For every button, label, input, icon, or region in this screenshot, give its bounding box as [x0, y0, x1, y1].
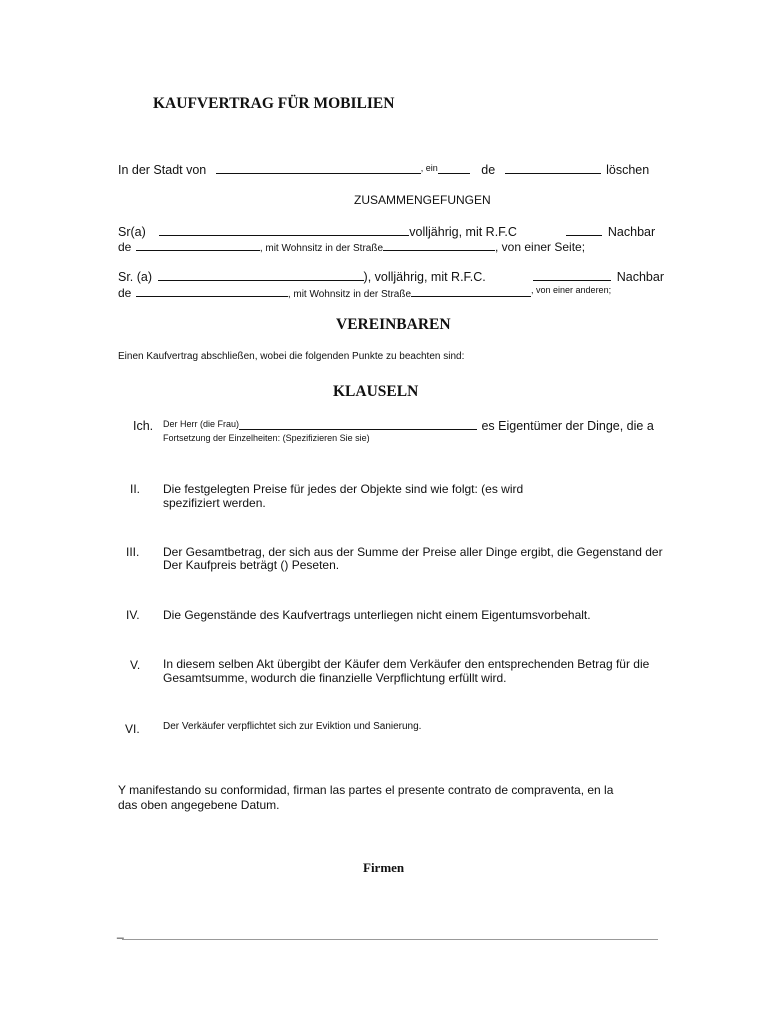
party1-name-blank [159, 224, 409, 236]
party2-residence: , mit Wohnsitz in der Straße [287, 289, 412, 300]
party1-rfc-blank [566, 224, 602, 236]
clauses-heading: KLAUSELN [333, 383, 419, 400]
party1-city-blank [136, 239, 260, 251]
clause2-number: II. [130, 482, 141, 496]
party1-residence: , mit Wohnsitz in der Straße [259, 243, 384, 254]
clause1-text: es Eigentümer der Dinge, die a [481, 419, 654, 433]
clause2-line1: Die festgelegten Preise für jedes der Objekte sind wie folgt: (es wird [163, 482, 524, 496]
closing-line2: das oben angegebene Datum. [118, 798, 280, 812]
closing-line1: Y manifestando su conformidad, firman las partes el presente contrato de compraventa, en la [118, 783, 614, 797]
clause1-number: Ich. [133, 419, 154, 433]
agree-text: Einen Kaufvertrag abschließen, wobei die folgenden Punkte zu beachten sind: [118, 351, 465, 362]
day-blank [438, 162, 470, 174]
clause5-number: V. [130, 658, 141, 672]
party2-de: de [118, 286, 132, 300]
party1-de: de [118, 240, 132, 254]
loeschen-label: löschen [606, 163, 650, 177]
document-title: KAUFVERTRAG FÜR MOBILIEN [153, 95, 395, 112]
clause2-line2: spezifiziert werden. [163, 496, 266, 510]
party2-city-blank [136, 285, 288, 297]
intro-line [118, 162, 649, 177]
party1-majority: volljährig, mit R.F.C [409, 225, 517, 239]
party2-line2 [118, 284, 611, 302]
party1-street-blank [383, 239, 495, 251]
party1-line2 [118, 238, 585, 256]
party2-street-blank [411, 285, 531, 297]
agree-heading: VEREINBAREN [336, 316, 451, 333]
party2-rfc-blank [533, 269, 611, 281]
clause6-line1: Der Verkäufer verpflichtet sich zur Eviktion und Sanierung. [163, 721, 422, 732]
party2-nachbar: Nachbar [616, 270, 664, 284]
ein-label: , ein [420, 163, 438, 173]
signature-mark: _ [117, 925, 124, 939]
joined-label: ZUSAMMENGEFUNGEN [354, 193, 491, 207]
party2-side: , von einer anderen; [531, 285, 612, 295]
signatures-heading: Firmen [363, 860, 405, 875]
clause4-line1: Die Gegenstände des Kaufvertrags unterliegen nicht einem Eigentumsvorbehalt. [163, 608, 591, 622]
clause6-number: VI. [125, 722, 140, 736]
clause4-number: IV. [126, 608, 140, 622]
city-blank [216, 162, 421, 174]
party1-side: , von einer Seite; [495, 240, 586, 254]
clause1-name-blank [239, 418, 477, 430]
party2-name-blank [158, 269, 364, 281]
clause5-line2: Gesamtsumme, wodurch die finanzielle Verpflichtung erfüllt wird. [163, 671, 507, 685]
party1-line1 [118, 224, 655, 239]
de-label: de [481, 163, 496, 177]
month-blank [505, 162, 601, 174]
clause5-line1: In diesem selben Akt übergibt der Käufer dem Verkäufer den entsprechenden Betrag für die [163, 657, 650, 671]
clause1-line2: Fortsetzung der Einzelheiten: (Spezifizieren Sie sie) [163, 433, 370, 443]
party1-nachbar: Nachbar [607, 225, 656, 239]
clause1-small-label: Der Herr (die Frau) [163, 419, 240, 429]
clause3-line2: Der Kaufpreis beträgt () Peseten. [163, 558, 340, 572]
party2-majority: ), volljährig, mit R.F.C. [363, 270, 486, 284]
party1-prefix: Sr(a) [118, 225, 146, 239]
party2-prefix: Sr. (a) [118, 270, 153, 284]
signature-line [122, 939, 658, 940]
clause3-line1: Der Gesamtbetrag, der sich aus der Summe der Preise aller Dinge ergibt, die Gegenstand der [163, 545, 663, 559]
city-label: In der Stadt von [118, 163, 207, 177]
party2-line1 [118, 269, 664, 284]
clause3-number: III. [126, 545, 140, 559]
